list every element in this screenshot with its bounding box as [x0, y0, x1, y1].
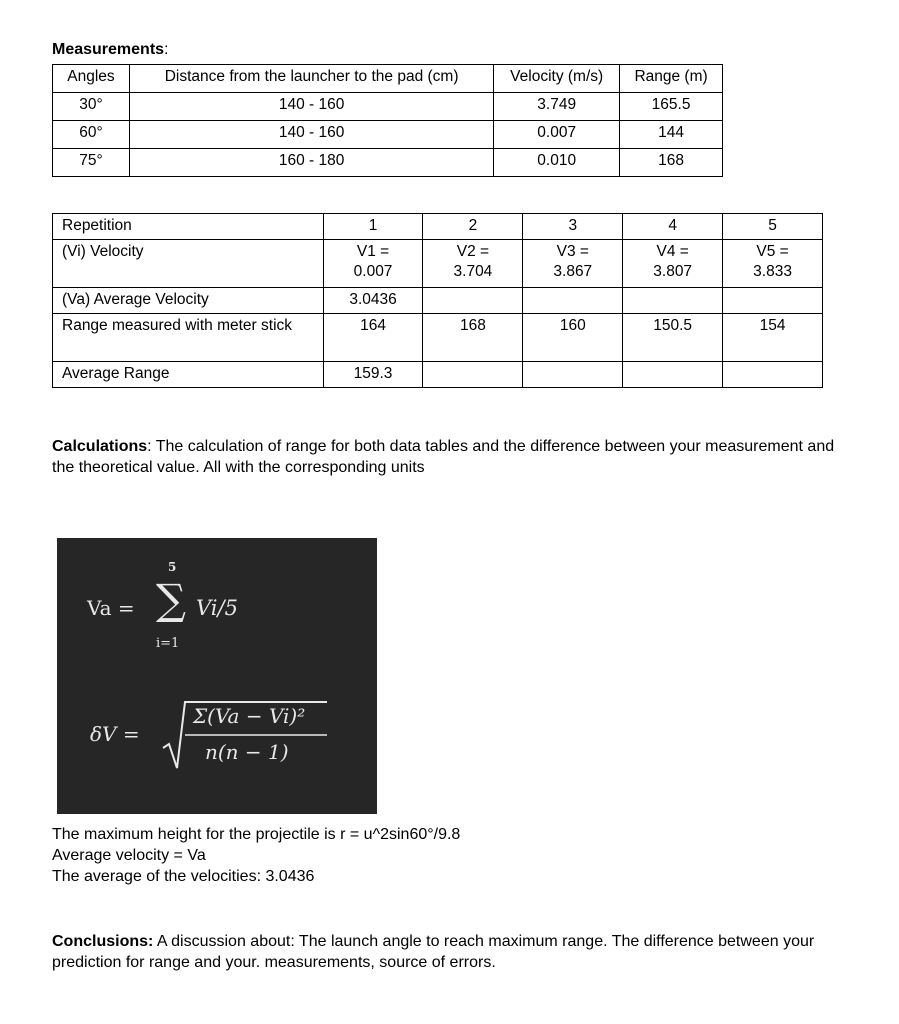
conclusions-text: A discussion about: The launch angle to reach maximum range. The difference between your prediction for range and your. measurements, source of errors. [52, 933, 815, 971]
header-cell: Velocity (m/s) [494, 65, 620, 93]
header-cell: 3 [523, 214, 623, 240]
header-cell: Angles [53, 65, 130, 93]
velocity-name: V3 = [556, 243, 589, 260]
header-cell: 1 [323, 214, 423, 240]
table-cell: 3.749 [494, 93, 620, 121]
header-cell: 5 [723, 214, 823, 240]
velocity-value: 3.867 [553, 263, 593, 280]
table-row [53, 149, 723, 177]
table-cell [523, 288, 623, 314]
table-cell [623, 362, 723, 388]
dv-lhs: δV = [90, 722, 140, 746]
va-lhs: Va = [87, 596, 135, 620]
velocity-name: V2 = [456, 243, 490, 260]
table-cell: 75° [53, 149, 130, 177]
table-cell: 159.3 [323, 362, 423, 388]
table-header-row [53, 65, 723, 93]
notes [52, 824, 460, 887]
table-cell: 140 - 160 [129, 121, 493, 149]
header-cell: Range (m) [620, 65, 723, 93]
row-label: (Va) Average Velocity [53, 288, 324, 314]
table-cell [723, 362, 823, 388]
table-cell: 140 - 160 [129, 93, 493, 121]
note-line: The maximum height for the projectile is r = u^2sin60°/9.8 [52, 826, 461, 843]
table-cell: 168 [620, 149, 723, 177]
table-row [53, 362, 823, 388]
table-cell: 160 [523, 314, 623, 362]
header-cell: 2 [423, 214, 523, 240]
table-cell: 3.0436 [323, 288, 423, 314]
table-cell: 150.5 [623, 314, 723, 362]
header-cell: Distance from the launcher to the pad (cm) [129, 65, 493, 93]
row-label: Range measured with meter stick [53, 314, 324, 362]
note-line: The average of the velocities: 3.0436 [52, 868, 315, 885]
measurements-heading: Measurements: [52, 41, 169, 58]
row-label: Average Range [53, 362, 324, 388]
measurements-table [52, 64, 723, 177]
table-cell [423, 362, 523, 388]
calculations-text: : The calculation of range for both data tables and the difference between your measurement and the theoretical value. All with the corresponding units [52, 438, 835, 476]
table-cell [423, 288, 523, 314]
velocity-name: V1 = [356, 243, 390, 260]
table-cell: 0.007 [494, 121, 620, 149]
table-row [53, 121, 723, 149]
table-row [53, 240, 823, 288]
table-cell [523, 362, 623, 388]
conclusions-heading: Conclusions: [52, 933, 154, 950]
table-cell: 60° [53, 121, 130, 149]
row-label: (Vi) Velocity [53, 240, 324, 288]
table-cell: 164 [323, 314, 423, 362]
table-cell [623, 240, 723, 288]
table-cell: 160 - 180 [129, 149, 493, 177]
sum-lower: i=1 [156, 636, 180, 651]
velocity-value: 0.007 [353, 263, 393, 280]
table-row [53, 288, 823, 314]
sum-symbol: ∑ [156, 575, 186, 624]
table-cell: 0.010 [494, 149, 620, 177]
row-label: Repetition [53, 214, 324, 240]
table-cell: 30° [53, 93, 130, 121]
dv-numerator: Σ(Va − Vi)² [193, 704, 306, 728]
formula-image [57, 538, 377, 814]
note-line: Average velocity = Va [52, 847, 206, 864]
velocity-name: V5 = [756, 243, 789, 260]
table-cell [723, 288, 823, 314]
table-cell [323, 240, 423, 288]
table-cell [523, 240, 623, 288]
conclusions-paragraph [52, 931, 842, 973]
table-header-row [53, 214, 823, 240]
table-cell [723, 240, 823, 288]
table-row [53, 314, 823, 362]
va-rhs: Vi/5 [196, 596, 238, 620]
header-cell: 4 [623, 214, 723, 240]
velocity-value: 3.704 [453, 263, 493, 280]
dv-denominator: n(n − 1) [205, 740, 289, 764]
table-cell: 165.5 [620, 93, 723, 121]
table-cell: 168 [423, 314, 523, 362]
table-cell [623, 288, 723, 314]
table-cell: 144 [620, 121, 723, 149]
repetition-table [52, 213, 823, 388]
sum-upper: 5 [168, 560, 177, 574]
velocity-value: 3.833 [753, 263, 792, 280]
calculations-heading: Calculations [52, 438, 148, 455]
velocity-name: V4 = [656, 243, 689, 260]
table-cell: 154 [723, 314, 823, 362]
table-row [53, 93, 723, 121]
table-cell [423, 240, 523, 288]
velocity-value: 3.807 [653, 263, 693, 280]
calculations-paragraph [52, 436, 842, 478]
